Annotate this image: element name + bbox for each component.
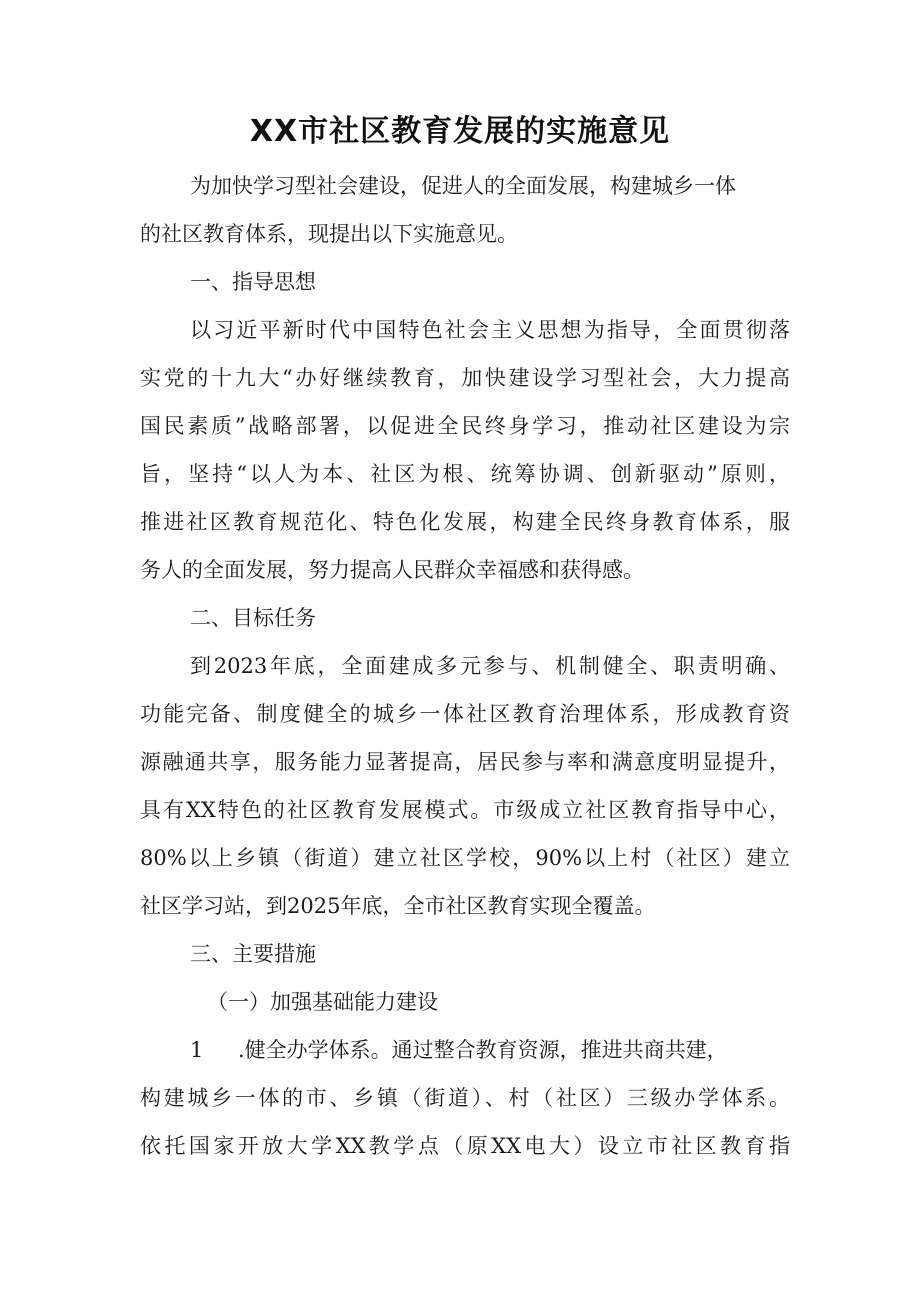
- paragraph-line: 具有XX特色的社区教育发展模式。市级成立社区教育指导中心，: [140, 798, 790, 822]
- paragraph-line: 旨，坚持“以人为本、社区为根、统筹协调、创新驱动”原则，: [140, 462, 790, 486]
- section-heading-guiding-ideology: 一、指导思想: [190, 270, 316, 294]
- intro-line-1: 为加快学习型社会建设，促进人的全面发展，构建城乡一体: [190, 174, 736, 198]
- paragraph-line: 源融通共享，服务能力显著提高，居民参与率和满意度明显提升，: [140, 750, 790, 774]
- section-heading-main-measures: 三、主要措施: [190, 942, 316, 966]
- paragraph-line: 以习近平新时代中国特色社会主义思想为指导，全面贯彻落: [190, 318, 790, 342]
- item-number: 1: [190, 1038, 204, 1062]
- paragraph-line: 务人的全面发展，努力提高人民群众幸福感和获得感。: [140, 558, 644, 582]
- paragraph-line: [190, 1030, 790, 1070]
- paragraph-line: 社区学习站，到2025年底，全市社区教育实现全覆盖。: [140, 894, 656, 918]
- item-text: .健全办学体系。通过整合教育资源，推进共商共建，: [238, 1038, 728, 1062]
- document-title: XX市社区教育发展的实施意见: [249, 114, 671, 149]
- paragraph-line: 80%以上乡镇（街道）建立社区学校，90%以上村（社区）建立: [140, 846, 790, 870]
- paragraph-line: 功能完备、制度健全的城乡一体社区教育治理体系，形成教育资: [140, 702, 790, 726]
- paragraph-line: 实党的十九大“办好继续教育，加快建设学习型社会，大力提高: [140, 366, 790, 390]
- subsection-heading: （一）加强基础能力建设: [207, 990, 438, 1014]
- paragraph-line: 国民素质”战略部署，以促进全民终身学习，推动社区建设为宗: [140, 414, 790, 438]
- paragraph-line: 推进社区教育规范化、特色化发展，构建全民终身教育体系，服: [140, 510, 790, 534]
- paragraph-line: 到2023年底，全面建成多元参与、机制健全、职责明确、: [190, 654, 790, 678]
- section-heading-goals: 二、目标任务: [190, 606, 316, 630]
- paragraph-line: 构建城乡一体的市、乡镇（街道）、村（社区）三级办学体系。: [140, 1086, 790, 1110]
- intro-line-2: 的社区教育体系，现提出以下实施意见。: [140, 222, 518, 246]
- paragraph-line: 依托国家开放大学XX教学点（原XX电大）设立市社区教育指: [140, 1134, 790, 1158]
